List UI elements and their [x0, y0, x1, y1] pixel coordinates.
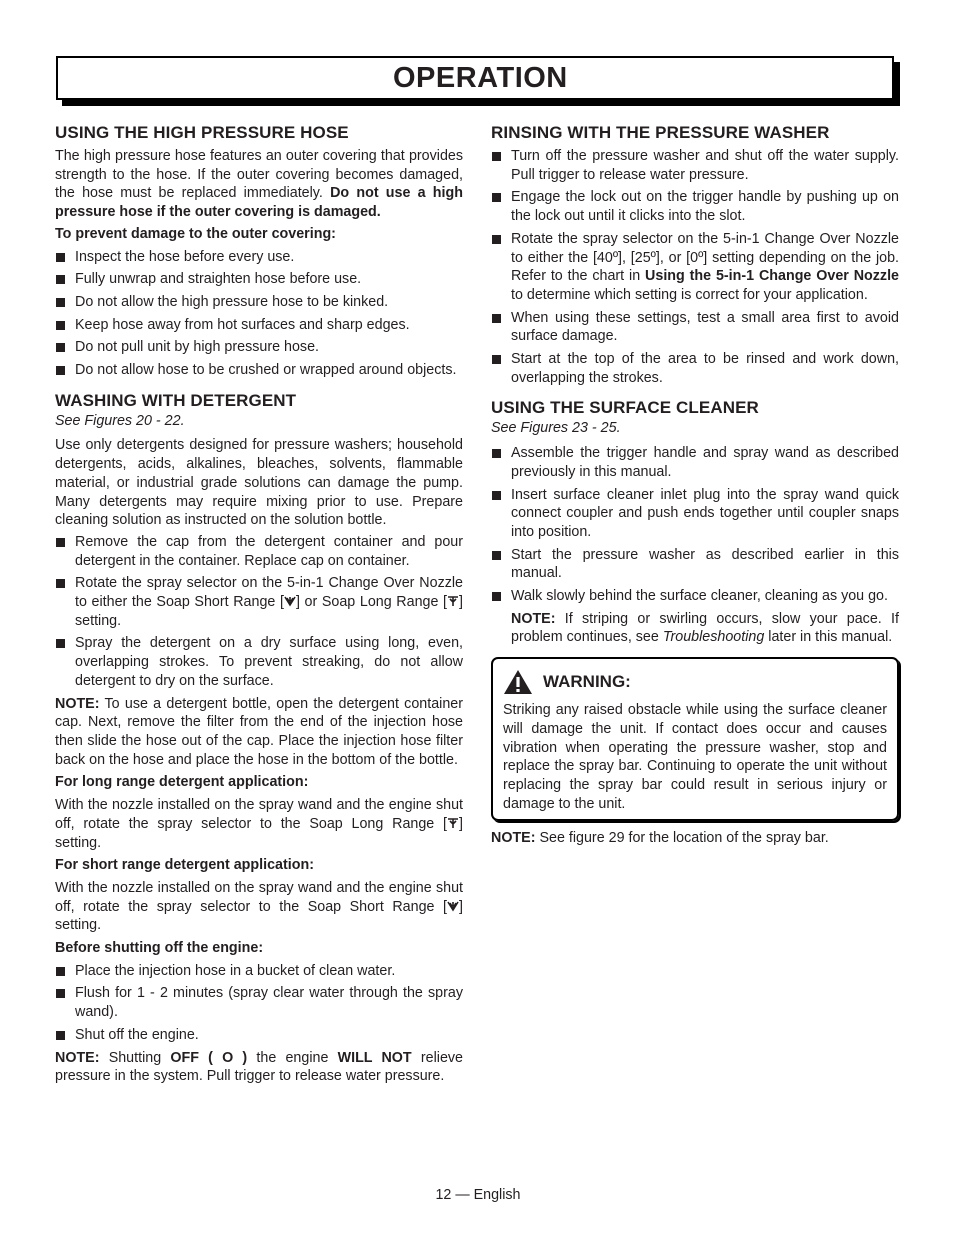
list-item: Walk slowly behind the surface cleaner, cleaning as you go. [491, 587, 899, 606]
page-footer: 12 — English [435, 1187, 521, 1203]
surface-list [491, 444, 899, 606]
list-item: Rotate the spray selector on the 5-in-1 Change Over Nozzle to either the [40º], [25º], or [0º] setting depending on the job. Refer to the chart in Using the 5-in-1 Change Over Nozzle to determine which setting is correct for your application. [491, 230, 899, 305]
soap-short-range-icon [447, 900, 459, 912]
list-item: Insert surface cleaner inlet plug into the spray wand quick connect coupler and push ends together until coupler snaps into position. [491, 486, 899, 542]
list-item: Keep hose away from hot surfaces and sharp edges. [55, 316, 463, 335]
right-column [491, 122, 899, 851]
list-item: Shut off the engine. [55, 1026, 463, 1045]
figure-reference: See Figures 20 - 22. [55, 412, 185, 429]
page-title: OPERATION [393, 62, 568, 94]
before-shutoff-subheading: Before shutting off the engine: [55, 940, 264, 957]
page-banner [56, 56, 894, 100]
list-item: Flush for 1 - 2 minutes (spray clear water through the spray wand). [55, 984, 463, 1021]
list-item: Assemble the trigger handle and spray wand as described previously in this manual. [491, 444, 899, 481]
soap-short-range-icon [284, 595, 296, 607]
short-range-subheading: For short range detergent application: [55, 857, 314, 874]
list-item: Start at the top of the area to be rinsed and work down, overlapping the strokes. [491, 350, 899, 387]
list-item: Do not allow hose to be crushed or wrapped around objects. [55, 361, 463, 380]
warning-triangle-icon [503, 669, 533, 695]
warning-text: Striking any raised obstacle while using the surface cleaner will damage the unit. If contact does occur and causes vibration when operating the pressure washer, stop and replace the spray bar. Continuing to operate the unit without replacing the spray bar could result in serious injury or damage to the unit. [503, 702, 887, 812]
section-heading-hose: USING THE HIGH PRESSURE HOSE [55, 123, 349, 142]
list-item: Inspect the hose before every use. [55, 248, 463, 267]
before-shutoff-list [55, 962, 463, 1045]
list-item: When using these settings, test a small area first to avoid surface damage. [491, 309, 899, 346]
list-item: Engage the lock out on the trigger handle by pushing up on the lock out until it clicks into the slot. [491, 188, 899, 225]
detergent-intro: Use only detergents designed for pressure washers; household detergents, acids, alkalines, bleaches, solvents, flammable material, or industrial grade solutions can damage the pump. Many detergents may require mixing prior to use. Prepare cleaning solution as instructed on the solution bottle. [55, 437, 463, 529]
section-heading-rinsing: RINSING WITH THE PRESSURE WASHER [491, 123, 830, 142]
list-item: Start the pressure washer as described earlier in this manual. [491, 546, 899, 583]
list-item: Do not allow the high pressure hose to be kinked. [55, 293, 463, 312]
spray-bar-note: NOTE: See figure 29 for the location of the spray bar. [491, 830, 829, 847]
detergent-list [55, 533, 463, 691]
long-range-subheading: For long range detergent application: [55, 774, 309, 791]
hose-intro: The high pressure hose features an outer covering that provides strength to the hose. If the outer covering becomes damaged, the hose must be replaced immediately. Do not use a high pressure hose if the outer covering is damaged. [55, 148, 463, 221]
warning-box [491, 657, 899, 821]
list-item: Do not pull unit by high pressure hose. [55, 338, 463, 357]
soap-long-range-icon [447, 817, 459, 829]
list-item: Place the injection hose in a bucket of clean water. [55, 962, 463, 981]
warning-title: WARNING: [543, 671, 631, 691]
list-item: Spray the detergent on a dry surface using long, even, overlapping strokes. To prevent streaking, do not allow detergent to dry on the surface. [55, 634, 463, 690]
short-range-text: With the nozzle installed on the spray wand and the engine shut off, rotate the spray selector to the Soap Short Range [ ] setting. [55, 879, 463, 934]
list-item: Rotate the spray selector on the 5-in-1 Change Over Nozzle to either the Soap Short Range [ ] or Soap Long Range [ ] setting. [55, 574, 463, 630]
long-range-text: With the nozzle installed on the spray wand and the engine shut off, rotate the spray selector to the Soap Long Range [ ] setting. [55, 797, 463, 851]
soap-long-range-icon [447, 595, 459, 607]
shutoff-note: NOTE: Shutting OFF ( O ) the engine WILL NOT relieve pressure in the system. Pull trigger to release water pressure. [55, 1049, 463, 1085]
hose-subheading: To prevent damage to the outer covering: [55, 225, 336, 242]
list-item: Fully unwrap and straighten hose before use. [55, 270, 463, 289]
section-heading-surface-cleaner: USING THE SURFACE CLEANER [491, 398, 759, 418]
list-item: Remove the cap from the detergent container and pour detergent in the container. Replace cap on container. [55, 533, 463, 570]
section-heading-detergent: WASHING WITH DETERGENT [55, 390, 297, 410]
detergent-note: NOTE: To use a detergent bottle, open the detergent container cap. Next, remove the filter from the end of the injection hose then slide the hose out of the cap. Place the injection hose filter back on the hose and place the hose in the bottom of the bottle. [55, 695, 463, 768]
hose-list [55, 248, 463, 380]
rinse-list [491, 147, 899, 387]
list-item: Turn off the pressure washer and shut off the water supply. Pull trigger to release water pressure. [491, 147, 899, 184]
left-column [55, 122, 463, 1089]
warning-header [503, 669, 887, 695]
figure-reference: See Figures 23 - 25. [491, 420, 621, 437]
surface-note: NOTE: If striping or swirling occurs, slow your pace. If problem continues, see Troubleshooting later in this manual. [511, 610, 899, 646]
